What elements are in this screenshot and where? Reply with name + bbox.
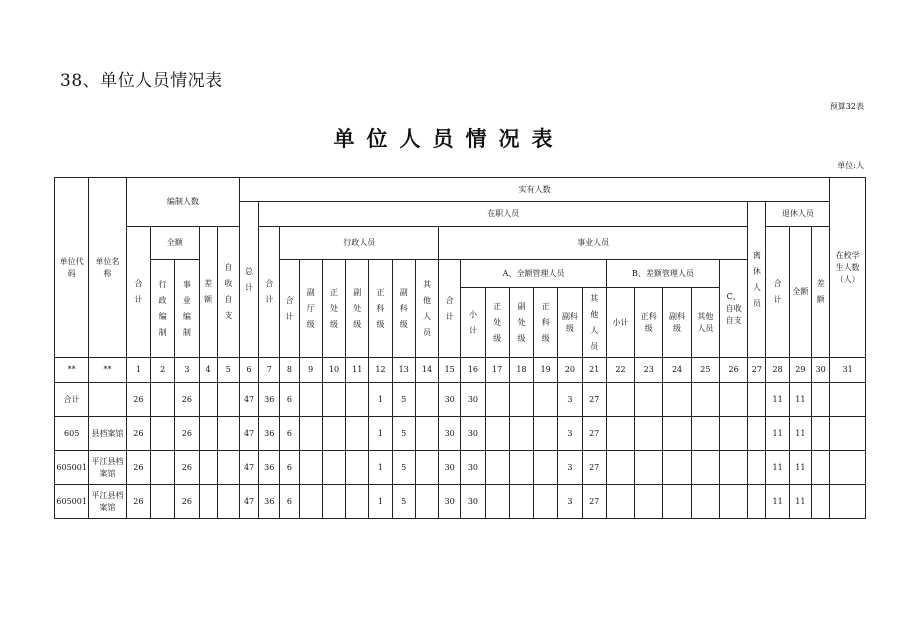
table-cell (606, 485, 634, 519)
header-tx-cha-e: 差额 (811, 227, 829, 358)
unit-code-cell: 605001 (55, 451, 89, 485)
column-number: 10 (322, 358, 345, 383)
table-cell: 36 (259, 451, 280, 485)
table-cell (485, 383, 509, 417)
table-cell (663, 451, 691, 485)
table-cell (151, 383, 175, 417)
header-xingzheng: 行政人员 (280, 227, 439, 260)
table-cell: 11 (789, 383, 811, 417)
header-zaizhi: 在职人员 (259, 202, 748, 227)
table-cell: 1 (369, 383, 392, 417)
table-cell (811, 417, 829, 451)
table-cell: 27 (582, 451, 606, 485)
table-cell (346, 451, 369, 485)
column-number: 13 (392, 358, 415, 383)
table-cell: 5 (392, 485, 415, 519)
table-cell (748, 417, 766, 451)
table-cell (606, 451, 634, 485)
table-cell: 47 (239, 383, 258, 417)
table-cell: 36 (259, 383, 280, 417)
header-xz-total: 合计 (280, 260, 299, 358)
table-cell (691, 451, 719, 485)
table-cell (663, 485, 691, 519)
table-cell (534, 451, 558, 485)
column-number: 31 (830, 358, 866, 383)
table-cell: 47 (239, 485, 258, 519)
table-cell (485, 485, 509, 519)
header-shiyou: 实有人数 (239, 178, 829, 202)
header-bianzhi: 编制人数 (126, 178, 239, 227)
table-cell (534, 383, 558, 417)
column-number: 25 (691, 358, 719, 383)
header-xz-fuchu: 副处级 (346, 260, 369, 358)
table-cell: 3 (558, 383, 582, 417)
table-cell: 1 (369, 417, 392, 451)
table-cell: 26 (126, 417, 150, 451)
header-unit-code: 单位代码 (55, 178, 89, 358)
column-number: 7 (259, 358, 280, 383)
table-cell (811, 383, 829, 417)
column-number: 8 (280, 358, 299, 383)
table-cell (830, 451, 866, 485)
column-number: 11 (346, 358, 369, 383)
header-a-zhengchu: 正处级 (485, 288, 509, 358)
table-cell: 30 (461, 451, 485, 485)
unit-code-cell: 605 (55, 417, 89, 451)
table-cell (299, 417, 322, 451)
header-student: 在校学生人数（人） (830, 178, 866, 358)
table-cell: 26 (126, 451, 150, 485)
table-cell (151, 485, 175, 519)
table-cell: 26 (175, 485, 199, 519)
header-tx-total: 合计 (766, 227, 789, 358)
unit-name-cell (89, 383, 126, 417)
table-cell (691, 417, 719, 451)
table-cell: 3 (558, 417, 582, 451)
column-number: 14 (415, 358, 438, 383)
column-number: 1 (126, 358, 150, 383)
table-cell: 5 (392, 417, 415, 451)
table-cell: 30 (439, 417, 461, 451)
header-a-other: 其他人员 (582, 288, 606, 358)
header-a-zhengke: 正科级 (534, 288, 558, 358)
table-cell (199, 417, 217, 451)
unit-name-cell: 县档案馆 (89, 417, 126, 451)
table-cell: 11 (766, 451, 789, 485)
table-cell: 26 (175, 417, 199, 451)
form-number: 预算32表 (829, 102, 864, 111)
table-cell (748, 485, 766, 519)
column-number: 3 (175, 358, 199, 383)
table-cell (811, 451, 829, 485)
table-cell (346, 383, 369, 417)
section-title: 38、单位人员情况表 (60, 71, 223, 91)
table-cell (415, 451, 438, 485)
table-cell (635, 417, 663, 451)
header-b-other: 其他人员 (691, 288, 719, 358)
table-cell: 11 (789, 485, 811, 519)
header-b-group: B、差额管理人员 (606, 260, 719, 288)
header-bz-xingzheng: 行政编制 (151, 260, 175, 358)
column-number: 18 (509, 358, 533, 383)
table-cell (151, 417, 175, 451)
header-tuixiu: 退休人员 (766, 202, 830, 227)
table-cell (509, 383, 533, 417)
header-b-fuke: 副科级 (663, 288, 691, 358)
header-c-zishou: C、自收自支 (720, 260, 748, 358)
table-row (55, 485, 866, 519)
table-cell (299, 451, 322, 485)
header-sy-he: 合计 (439, 260, 461, 358)
unit-code-cell: 605001 (55, 485, 89, 519)
table-cell (720, 451, 748, 485)
header-a-fuchu: 副处级 (509, 288, 533, 358)
table-cell: 36 (259, 417, 280, 451)
table-cell (322, 383, 345, 417)
column-number: 20 (558, 358, 582, 383)
table-cell (748, 383, 766, 417)
table-cell (217, 417, 239, 451)
table-cell: 6 (280, 451, 299, 485)
header-bz-shiye: 事业编制 (175, 260, 199, 358)
column-number: 26 (720, 358, 748, 383)
header-bz-total: 合计 (126, 227, 150, 358)
header-a-fuke: 副科级 (558, 288, 582, 358)
table-cell: 47 (239, 451, 258, 485)
header-lixiu: 离休人员 (748, 202, 766, 358)
table-cell: 3 (558, 485, 582, 519)
header-bz-zishou: 自收自支 (217, 227, 239, 358)
column-number: 28 (766, 358, 789, 383)
header-zz-total: 合计 (259, 227, 280, 358)
table-cell (635, 383, 663, 417)
table-cell: 30 (439, 451, 461, 485)
column-number: 19 (534, 358, 558, 383)
table-cell (748, 451, 766, 485)
header-a-group: A、全额管理人员 (461, 260, 607, 288)
column-number: 6 (239, 358, 258, 383)
header-shiye: 事业人员 (439, 227, 748, 260)
table-cell (509, 485, 533, 519)
table-cell: 27 (582, 383, 606, 417)
header-sy-total: 总计 (239, 202, 258, 358)
unit-code-cell: 合计 (55, 383, 89, 417)
table-cell (322, 451, 345, 485)
table-cell (299, 485, 322, 519)
unit-name-cell: 平江县档案馆 (89, 451, 126, 485)
table-cell (635, 451, 663, 485)
table-cell: 3 (558, 451, 582, 485)
table-cell (691, 485, 719, 519)
table-cell (509, 417, 533, 451)
personnel-table (54, 177, 866, 519)
column-number: 21 (582, 358, 606, 383)
header-b-zhengke: 正科级 (635, 288, 663, 358)
page-title: 单位人员情况表 (333, 126, 565, 151)
column-number: 24 (663, 358, 691, 383)
column-number: 30 (811, 358, 829, 383)
table-cell (534, 485, 558, 519)
table-cell: 11 (789, 451, 811, 485)
table-cell: 11 (766, 417, 789, 451)
table-cell: 11 (766, 485, 789, 519)
table-cell: 1 (369, 485, 392, 519)
table-cell (830, 383, 866, 417)
table-cell (199, 383, 217, 417)
header-xz-zhengchu: 正处级 (322, 260, 345, 358)
table-cell: 26 (126, 485, 150, 519)
table-cell (663, 417, 691, 451)
table-cell (509, 451, 533, 485)
unit-name-cell: 平江县档案馆 (89, 485, 126, 519)
column-number: 4 (199, 358, 217, 383)
column-number-row (55, 358, 866, 383)
header-bz-quan-e: 全额 (151, 227, 200, 260)
header-tx-quan-e: 全额 (789, 227, 811, 358)
table-cell: 47 (239, 417, 258, 451)
column-number: 12 (369, 358, 392, 383)
table-cell (322, 417, 345, 451)
table-cell (415, 383, 438, 417)
table-cell (606, 383, 634, 417)
column-number: 17 (485, 358, 509, 383)
table-cell (322, 485, 345, 519)
table-cell: 27 (582, 417, 606, 451)
table-cell (720, 383, 748, 417)
header-xz-zhengke: 正科级 (369, 260, 392, 358)
table-cell (199, 451, 217, 485)
table-cell (346, 417, 369, 451)
table-body (55, 383, 866, 519)
header-a-sub: 小计 (461, 288, 485, 358)
header-xz-fuke: 副科级 (392, 260, 415, 358)
table-cell: 1 (369, 451, 392, 485)
table-cell (830, 485, 866, 519)
table-cell (485, 451, 509, 485)
table-cell (720, 485, 748, 519)
column-number: 15 (439, 358, 461, 383)
header-b-sub: 小计 (606, 288, 634, 358)
column-number: 2 (151, 358, 175, 383)
column-number: 16 (461, 358, 485, 383)
table-row (55, 451, 866, 485)
column-number: 22 (606, 358, 634, 383)
unit-label: 单位:人 (837, 161, 864, 170)
table-row (55, 417, 866, 451)
table-cell: 30 (439, 383, 461, 417)
table-cell: 11 (789, 417, 811, 451)
table-cell: 30 (439, 485, 461, 519)
column-number: ** (89, 358, 126, 383)
table-cell (217, 451, 239, 485)
table-cell (346, 485, 369, 519)
table-cell (720, 417, 748, 451)
table-cell (635, 485, 663, 519)
column-number: 27 (748, 358, 766, 383)
column-number: ** (55, 358, 89, 383)
table-cell: 30 (461, 485, 485, 519)
table-cell (830, 417, 866, 451)
header-bz-cha-e: 差额 (199, 227, 217, 358)
table-cell: 6 (280, 383, 299, 417)
header-xz-other: 其他人员 (415, 260, 438, 358)
table-cell: 36 (259, 485, 280, 519)
table-cell: 30 (461, 417, 485, 451)
column-number: 9 (299, 358, 322, 383)
table-cell (663, 383, 691, 417)
table-cell: 27 (582, 485, 606, 519)
table-cell (691, 383, 719, 417)
table-cell: 30 (461, 383, 485, 417)
table-cell (299, 383, 322, 417)
column-number: 23 (635, 358, 663, 383)
table-cell (534, 417, 558, 451)
table-cell (485, 417, 509, 451)
table-cell (217, 485, 239, 519)
header-xz-futing: 副厅级 (299, 260, 322, 358)
table-cell (151, 451, 175, 485)
header-unit-name: 单位名称 (89, 178, 126, 358)
table-cell: 11 (766, 383, 789, 417)
table-cell: 26 (175, 451, 199, 485)
table-cell: 5 (392, 451, 415, 485)
table-cell: 26 (126, 383, 150, 417)
table-cell (217, 383, 239, 417)
table-row (55, 383, 866, 417)
table-cell: 6 (280, 417, 299, 451)
table-cell: 26 (175, 383, 199, 417)
table-cell (606, 417, 634, 451)
table-cell (415, 485, 438, 519)
table-cell (415, 417, 438, 451)
column-number: 29 (789, 358, 811, 383)
table-cell (199, 485, 217, 519)
column-number: 5 (217, 358, 239, 383)
table-cell: 6 (280, 485, 299, 519)
table-cell (811, 485, 829, 519)
table-cell: 5 (392, 383, 415, 417)
